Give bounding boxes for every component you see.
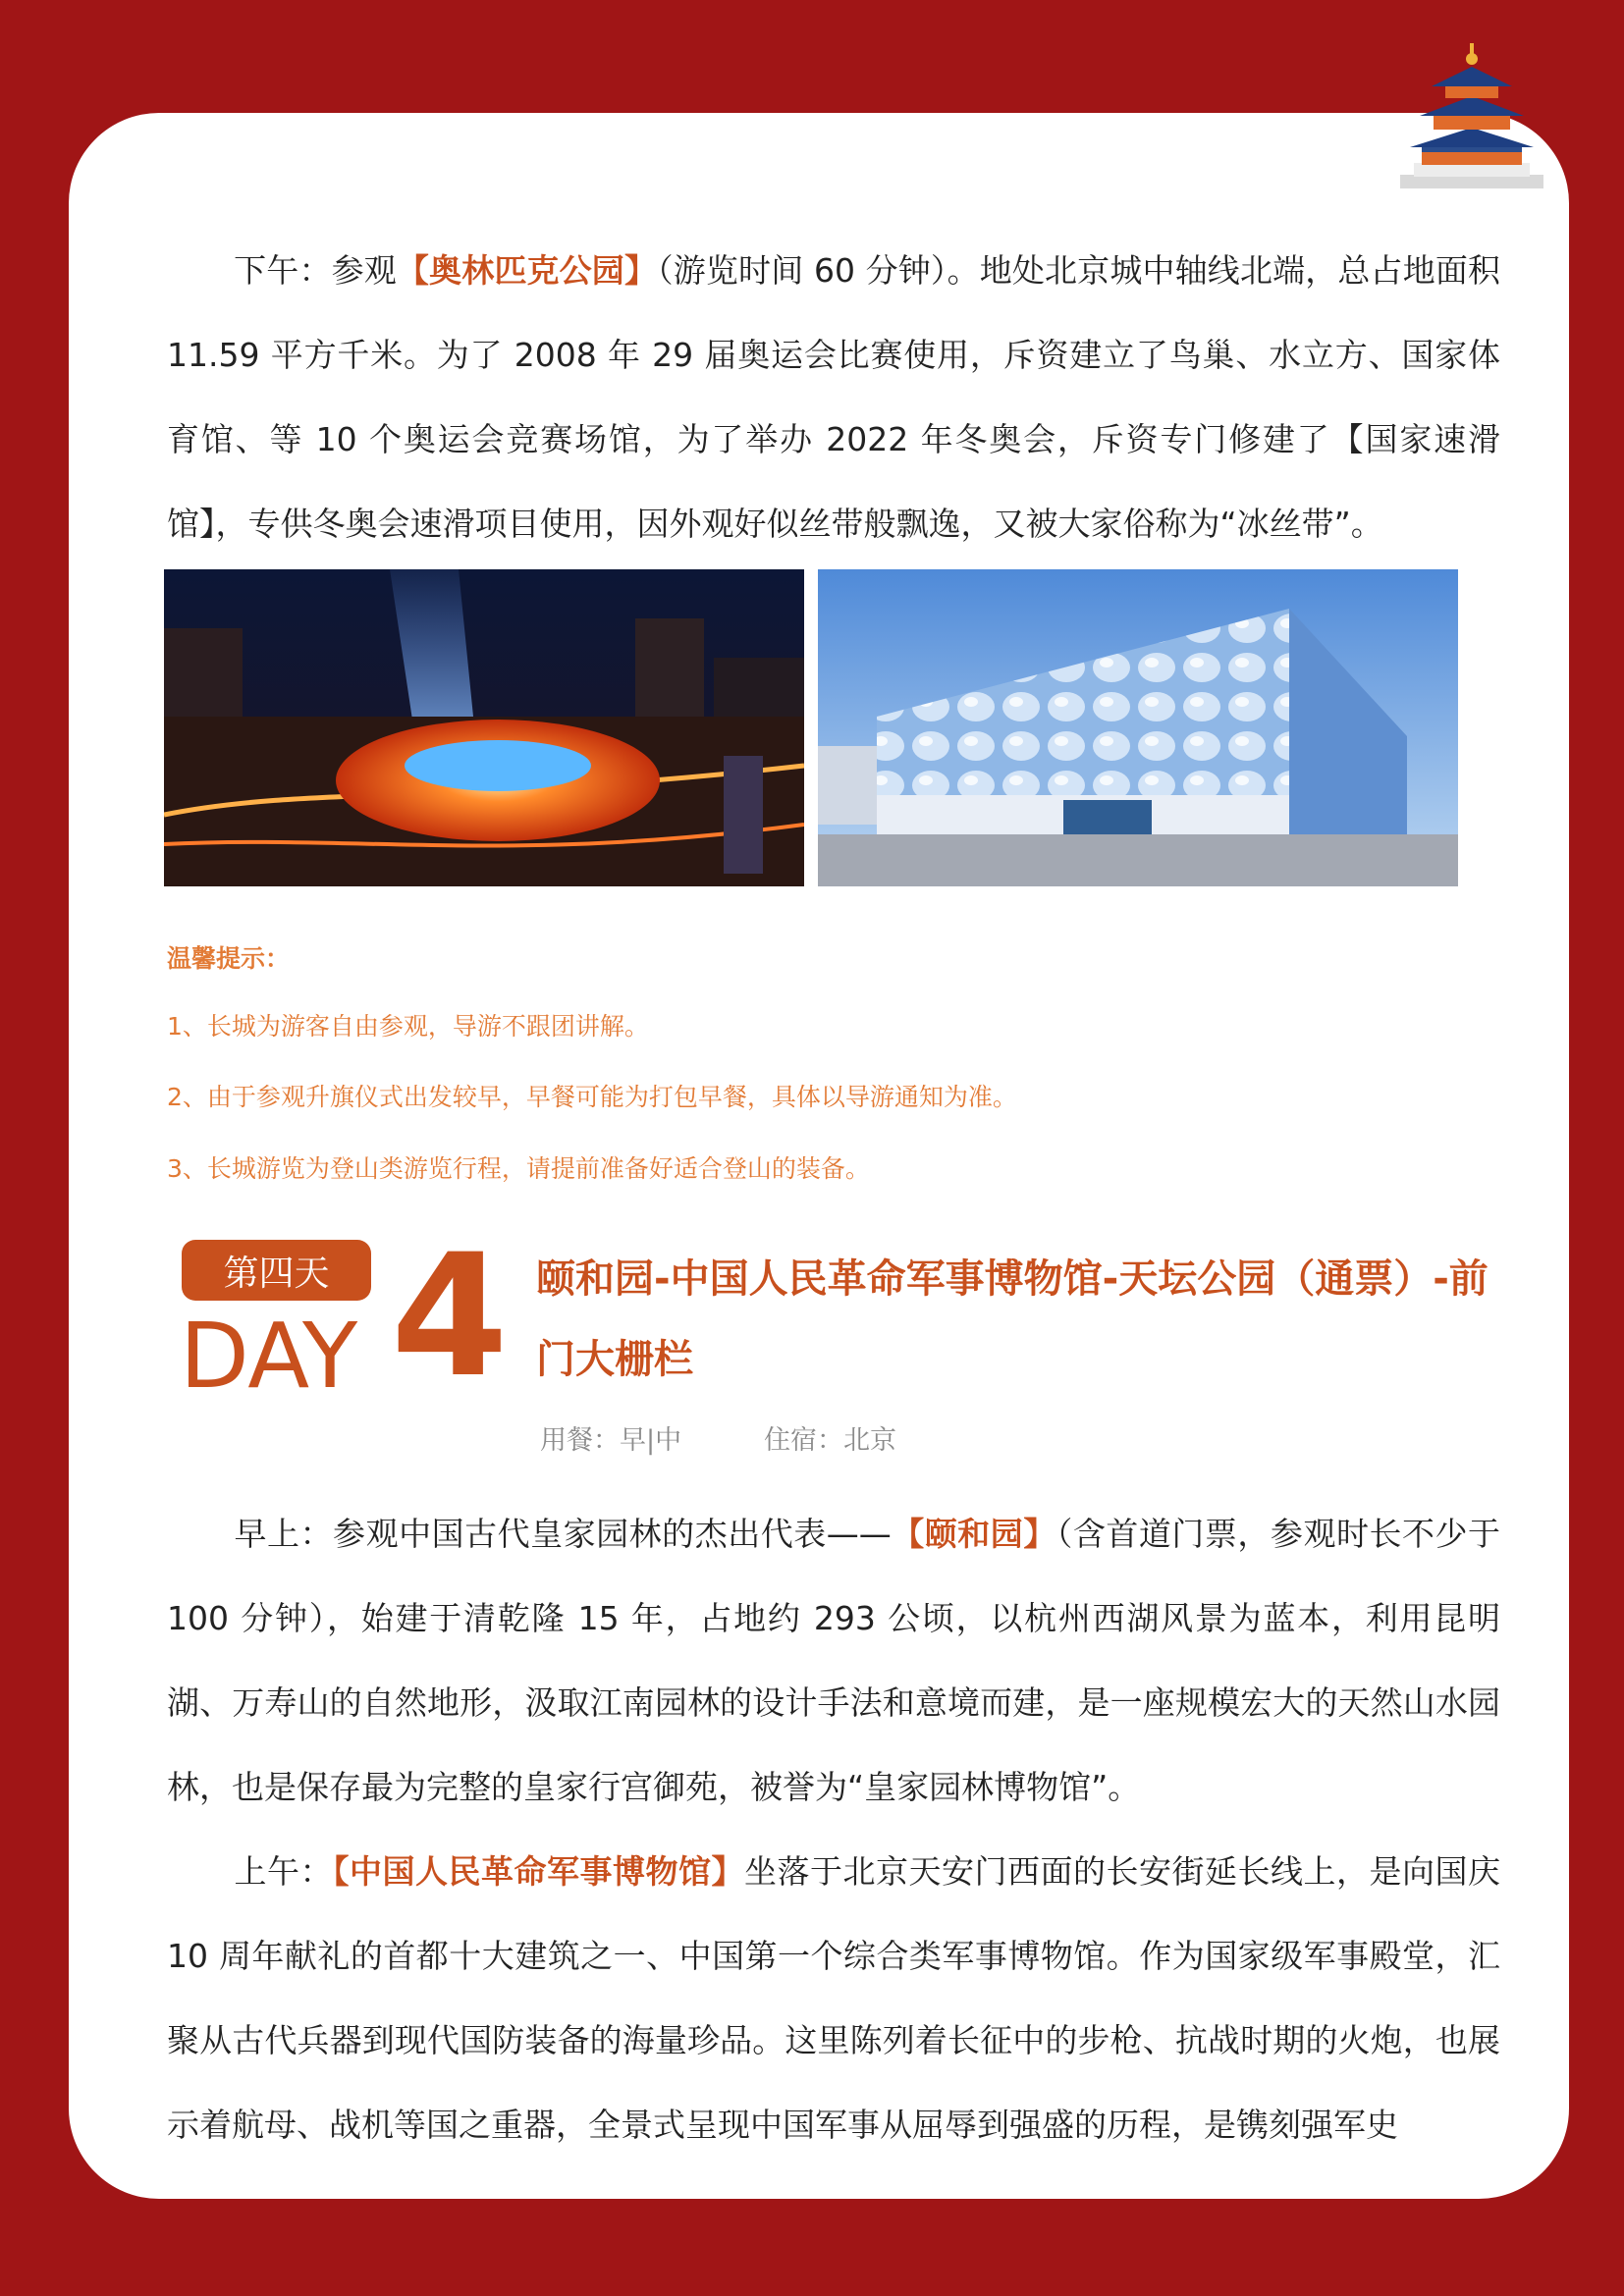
olympic-highlight: 【奥林匹克公园】 [396,251,658,290]
tip-item: 1、长城为游客自由参观，导游不跟团讲解。 [167,1012,649,1041]
summer-palace-paragraph: 早上：参观中国古代皇家园林的杰出代表——【颐和园】（含首道门票，参观时长不少于 100 分钟），始建于清乾隆 15 年，占地约 293 公顷，以杭州西湖风景为蓝本，利用昆明湖、万寿山的自然地形，汲取江南园林的设计手法和意境而建，是一座规模宏大的天然山水园林，也是保存最为完整的皇家行宫御苑，被誉为“皇家园林博物馆”。 [167,1515,1501,1806]
day-label: DAY [180,1304,358,1409]
meals-info: 用餐：早|中 [540,1425,682,1456]
museum-highlight: 【中国人民革命军事博物馆】 [333,1852,744,1891]
day-badge: 第四天 [182,1240,371,1301]
bird-nest-photo [164,569,804,886]
summer-palace-highlight: 【颐和园】 [891,1515,1056,1553]
stay-info: 住宿：北京 [764,1425,896,1456]
museum-paragraph: 上午：【中国人民革命军事博物馆】坐落于北京天安门西面的长安街延长线上，是向国庆 10 周年献礼的首都十大建筑之一、中国第一个综合类军事博物馆。作为国家级军事殿堂，汇聚从古代兵器到现代国防装备的海量珍品。这里陈列着长征中的步枪、抗战时期的火炮，也展示着航母、战机等国之重器，全景式呈现中国军事从屈辱到强盛的历程，是镌刻强军史 [167,1852,1500,2144]
olympic-paragraph: 下午：参观【奥林匹克公园】（游览时间 60 分钟）。地处北京城中轴线北端，总占地面积 11.59 平方千米。为了 2008 年 29 届奥运会比赛使用，斥资建立了鸟巢、水立方、国家体育馆、等 10 个奥运会竞赛场馆，为了举办 2022 年冬奥会，斥资专门修建了【国家速滑馆】，专供冬奥会速滑项目使用，因外观好似丝带般飘逸，又被大家俗称为“冰丝带”。 [167,251,1500,543]
tips-title: 温馨提示： [167,944,291,973]
water-cube-photo [818,569,1458,886]
tip-item: 3、长城游览为登山类游览行程，请提前准备好适合登山的装备。 [167,1154,870,1183]
temple-of-heaven-icon [1392,37,1551,194]
day-number: 4 [391,1217,509,1415]
day-title: 颐和园-中国人民革命军事博物馆-天坛公园（通票）-前门大栅栏 [536,1256,1489,1382]
tip-item: 2、由于参观升旗仪式出发较早，早餐可能为打包早餐，具体以导游通知为准。 [167,1083,1017,1111]
